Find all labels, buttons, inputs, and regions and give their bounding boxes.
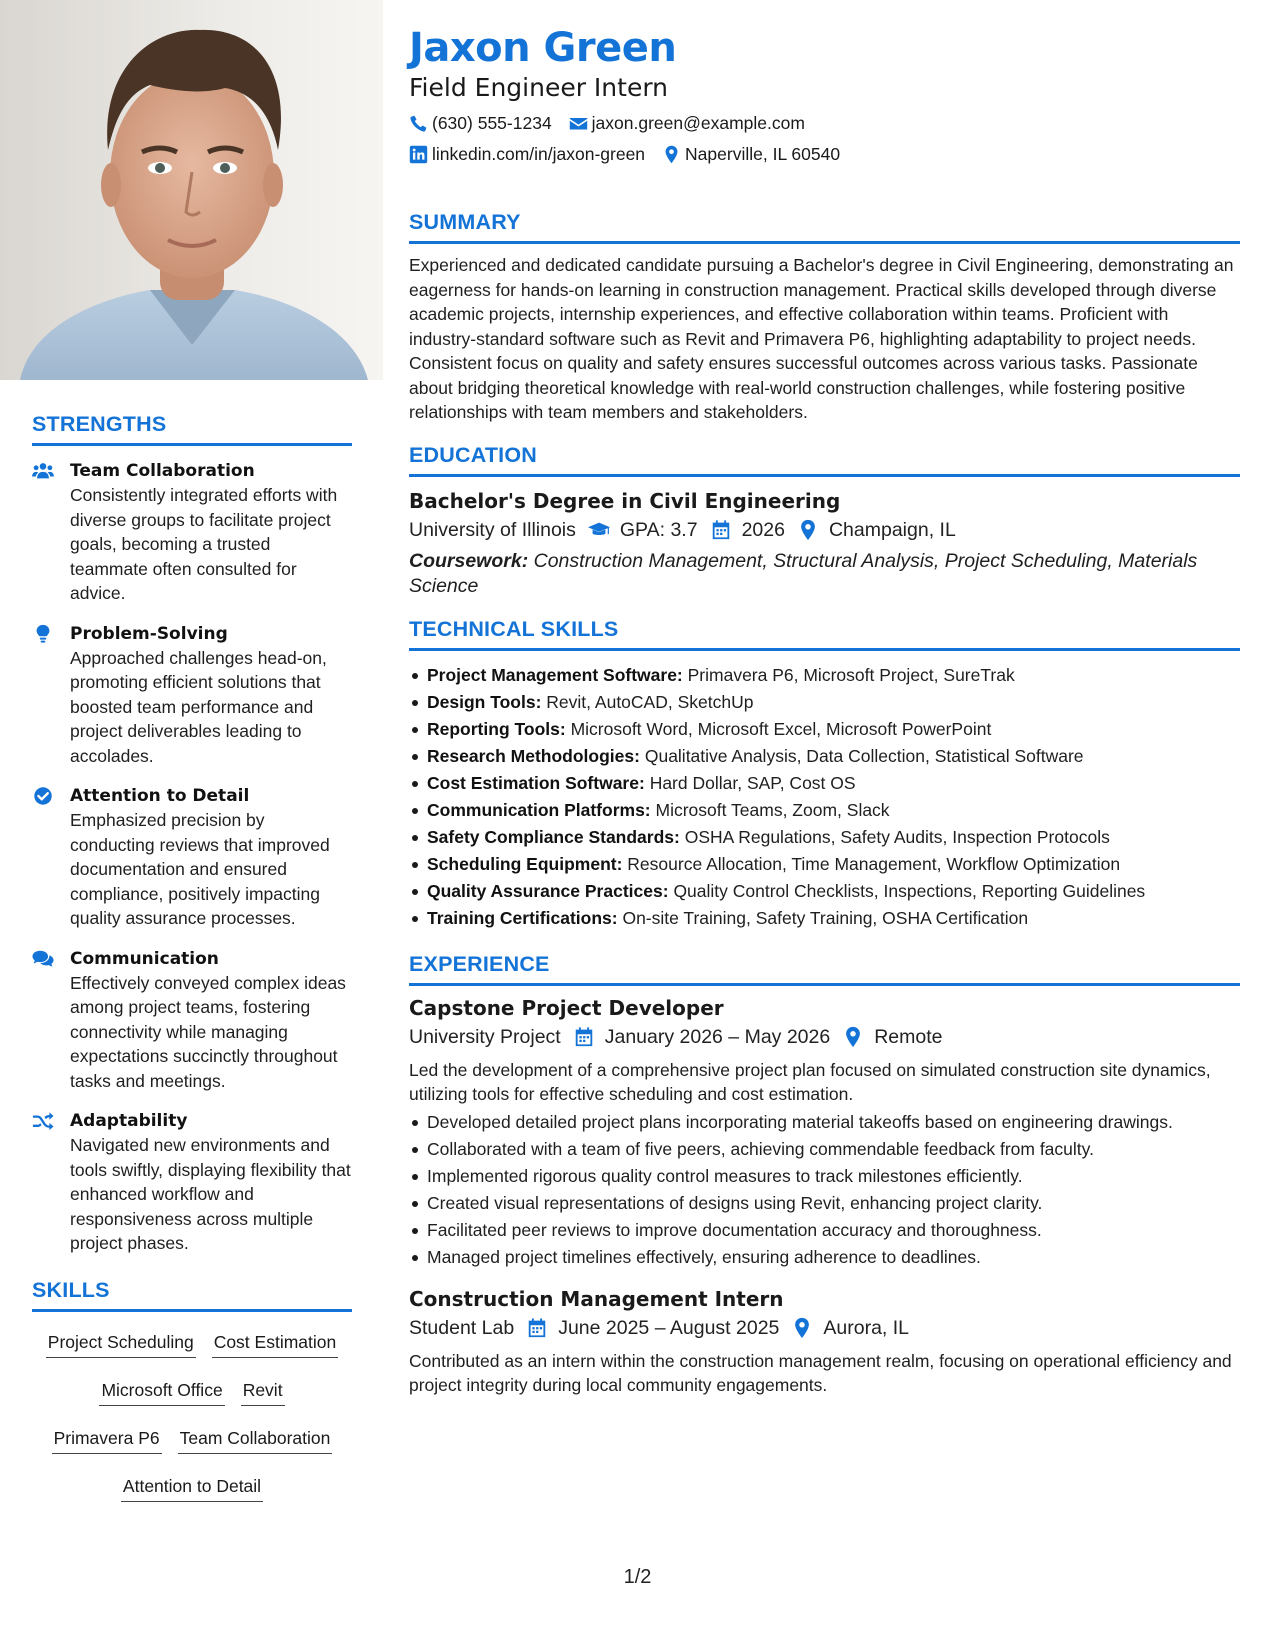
strength-title: Communication — [70, 948, 219, 969]
lightbulb-icon — [32, 622, 70, 769]
strength-item — [32, 622, 352, 769]
envelope-icon — [569, 114, 588, 133]
experience-heading: EXPERIENCE — [409, 952, 1240, 986]
coursework-label: Coursework: — [409, 549, 529, 572]
coursework — [409, 549, 1240, 599]
strength-desc: Emphasized precision by conducting reviews that improved documentation and ensured compliance, positively impacting quality assurance processes. — [70, 810, 330, 928]
contact-row — [409, 111, 1240, 135]
users-icon — [32, 459, 70, 606]
strengths-heading: STRENGTHS — [32, 412, 352, 446]
skill-chip: Attention to Detail — [121, 1474, 263, 1502]
list-item: Collaborated with a team of five peers, achieving commendable feedback from faculty. — [409, 1136, 1240, 1163]
summary-text: Experienced and dedicated candidate pursuing a Bachelor's degree in Civil Engineering, demonstrating an eagerness for hands-on learning in construction management. Practical skills developed through diverse academic projects, internship experiences, and effective collaboration within teams. Proficient with industry-standard software such as Revit and Primavera P6, highlighting adaptability to project needs. Consistent focus on quality and safety ensures successful outcomes across various tasks. Passionate about bridging theoretical knowledge with real-world construction challenges, while fostering positive relationships with team members and stakeholders. — [409, 255, 1234, 422]
strength-title: Adaptability — [70, 1111, 188, 1131]
candidate-role: Field Engineer Intern — [409, 73, 669, 102]
list-item: Scheduling Equipment: Resource Allocation, Time Management, Workflow Optimization — [409, 851, 1240, 878]
school-name: University of Illinois — [409, 518, 576, 541]
strength-desc: Navigated new environments and tools swiftly, displaying flexibility that enhanced workflow and responsiveness across multiple project phases. — [70, 1135, 351, 1253]
strength-item — [32, 1109, 352, 1256]
list-item: Reporting Tools: Microsoft Word, Microsoft Excel, Microsoft PowerPoint — [409, 716, 1240, 743]
candidate-name: Jaxon Green — [409, 25, 677, 71]
skill-chip: Team Collaboration — [178, 1426, 333, 1454]
map-pin-icon — [791, 1317, 813, 1339]
strength-desc: Effectively conveyed complex ideas among project teams, fostering connectivity while managing expectations succinctly throughout tasks and meetings. — [70, 972, 346, 1091]
skill-chip: Microsoft Office — [99, 1378, 224, 1406]
map-pin-icon — [662, 145, 681, 164]
strength-item — [32, 784, 352, 931]
calendar-icon — [710, 519, 732, 541]
list-item: Developed detailed project plans incorporating material takeoffs based on engineering drawings. — [409, 1109, 1240, 1136]
education-location: Champaign, IL — [828, 518, 956, 541]
job-description: Led the development of a comprehensive project plan focused on simulated construction site dynamics, utilizing tools for effective scheduling and cost estimation. — [409, 1059, 1211, 1104]
strength-item — [32, 947, 352, 1094]
main-content — [409, 22, 1240, 1398]
skill-chip: Primavera P6 — [52, 1426, 162, 1454]
technical-skills-heading: TECHNICAL SKILLS — [409, 617, 1240, 651]
list-item: Communication Platforms: Microsoft Teams, Zoom, Slack — [409, 797, 1240, 824]
job-meta — [409, 1313, 1240, 1343]
technical-skills-list — [409, 662, 1240, 932]
strength-desc: Consistently integrated efforts with diverse groups to facilitate project goals, becoming a trusted teammate often consulted for advice. — [70, 485, 338, 603]
list-item: Facilitated peer reviews to improve documentation accuracy and thoroughness. — [409, 1217, 1240, 1244]
strength-title: Team Collaboration — [70, 461, 255, 481]
job-bullets — [409, 1109, 1240, 1271]
phone-text: (630) 555-1234 — [432, 113, 552, 133]
education-heading: EDUCATION — [409, 443, 1240, 477]
list-item: Implemented rigorous quality control measures to track milestones efficiently. — [409, 1163, 1240, 1190]
gpa-text: GPA: 3.7 — [619, 518, 698, 541]
list-item: Cost Estimation Software: Hard Dollar, SAP, Cost OS — [409, 770, 1240, 797]
job-dates: June 2025 – August 2025 — [558, 1316, 780, 1339]
list-item: Managed project timelines effectively, ensuring adherence to deadlines. — [409, 1244, 1240, 1271]
strength-desc: Approached challenges head-on, promoting efficient solutions that boosted team performance and project deliverables leading to accolades. — [70, 647, 327, 766]
list-item: Quality Assurance Practices: Quality Control Checklists, Inspections, Reporting Guidelines — [409, 878, 1240, 905]
list-item: Project Management Software: Primavera P6, Microsoft Project, SureTrak — [409, 662, 1240, 689]
job-location: Aurora, IL — [823, 1316, 910, 1339]
sidebar — [32, 412, 352, 1516]
graduation-cap-icon — [588, 519, 610, 541]
profile-photo — [0, 0, 383, 380]
strengths-list — [32, 459, 352, 1256]
calendar-icon — [573, 1026, 595, 1048]
location-contact — [662, 142, 840, 166]
skills-heading: SKILLS — [32, 1278, 352, 1312]
map-pin-icon — [797, 519, 819, 541]
education-meta — [409, 515, 1240, 545]
job-title: Construction Management Intern — [409, 1286, 784, 1311]
page-number: 1/2 — [623, 1566, 652, 1588]
skill-chip: Revit — [241, 1378, 285, 1406]
check-circle-icon — [32, 784, 70, 931]
graduation-year: 2026 — [741, 518, 785, 541]
list-item: Design Tools: Revit, AutoCAD, SketchUp — [409, 689, 1240, 716]
calendar-icon — [526, 1317, 548, 1339]
phone-contact[interactable] — [409, 111, 552, 135]
list-item: Safety Compliance Standards: OSHA Regulations, Safety Audits, Inspection Protocols — [409, 824, 1240, 851]
linkedin-contact[interactable] — [409, 142, 645, 166]
comments-icon — [32, 947, 70, 1094]
location-text: Naperville, IL 60540 — [685, 144, 841, 164]
job-dates: January 2026 – May 2026 — [604, 1025, 831, 1048]
contact-row — [409, 142, 1240, 166]
job-title: Capstone Project Developer — [409, 995, 724, 1020]
skill-chip: Cost Estimation — [212, 1330, 339, 1358]
skill-chip: Project Scheduling — [46, 1330, 196, 1358]
job-description: Contributed as an intern within the construction management realm, focusing on operational efficiency and project integrity during local community engagements. — [409, 1350, 1232, 1395]
coursework-list: Construction Management, Structural Analysis, Project Scheduling, Materials Science — [409, 549, 1198, 597]
job-location: Remote — [874, 1025, 943, 1048]
list-item: Created visual representations of designs using Revit, enhancing project clarity. — [409, 1190, 1240, 1217]
map-pin-icon — [842, 1026, 864, 1048]
linkedin-icon — [409, 145, 428, 164]
job-org: University Project — [409, 1025, 561, 1048]
job-org: Student Lab — [409, 1316, 515, 1339]
strength-item — [32, 459, 352, 606]
email-contact[interactable] — [569, 111, 805, 135]
list-item: Training Certifications: On-site Training, Safety Training, OSHA Certification — [409, 905, 1240, 932]
skills-chips — [32, 1324, 352, 1516]
summary-heading: SUMMARY — [409, 210, 1240, 244]
shuffle-icon — [32, 1109, 70, 1256]
phone-icon — [409, 114, 428, 133]
strength-title: Attention to Detail — [70, 786, 250, 806]
linkedin-text: linkedin.com/in/jaxon-green — [432, 144, 646, 164]
list-item: Research Methodologies: Qualitative Analysis, Data Collection, Statistical Software — [409, 743, 1240, 770]
strength-title: Problem-Solving — [70, 623, 228, 644]
degree-title: Bachelor's Degree in Civil Engineering — [409, 488, 841, 513]
email-text: jaxon.green@example.com — [591, 113, 805, 133]
job-meta — [409, 1022, 1240, 1052]
